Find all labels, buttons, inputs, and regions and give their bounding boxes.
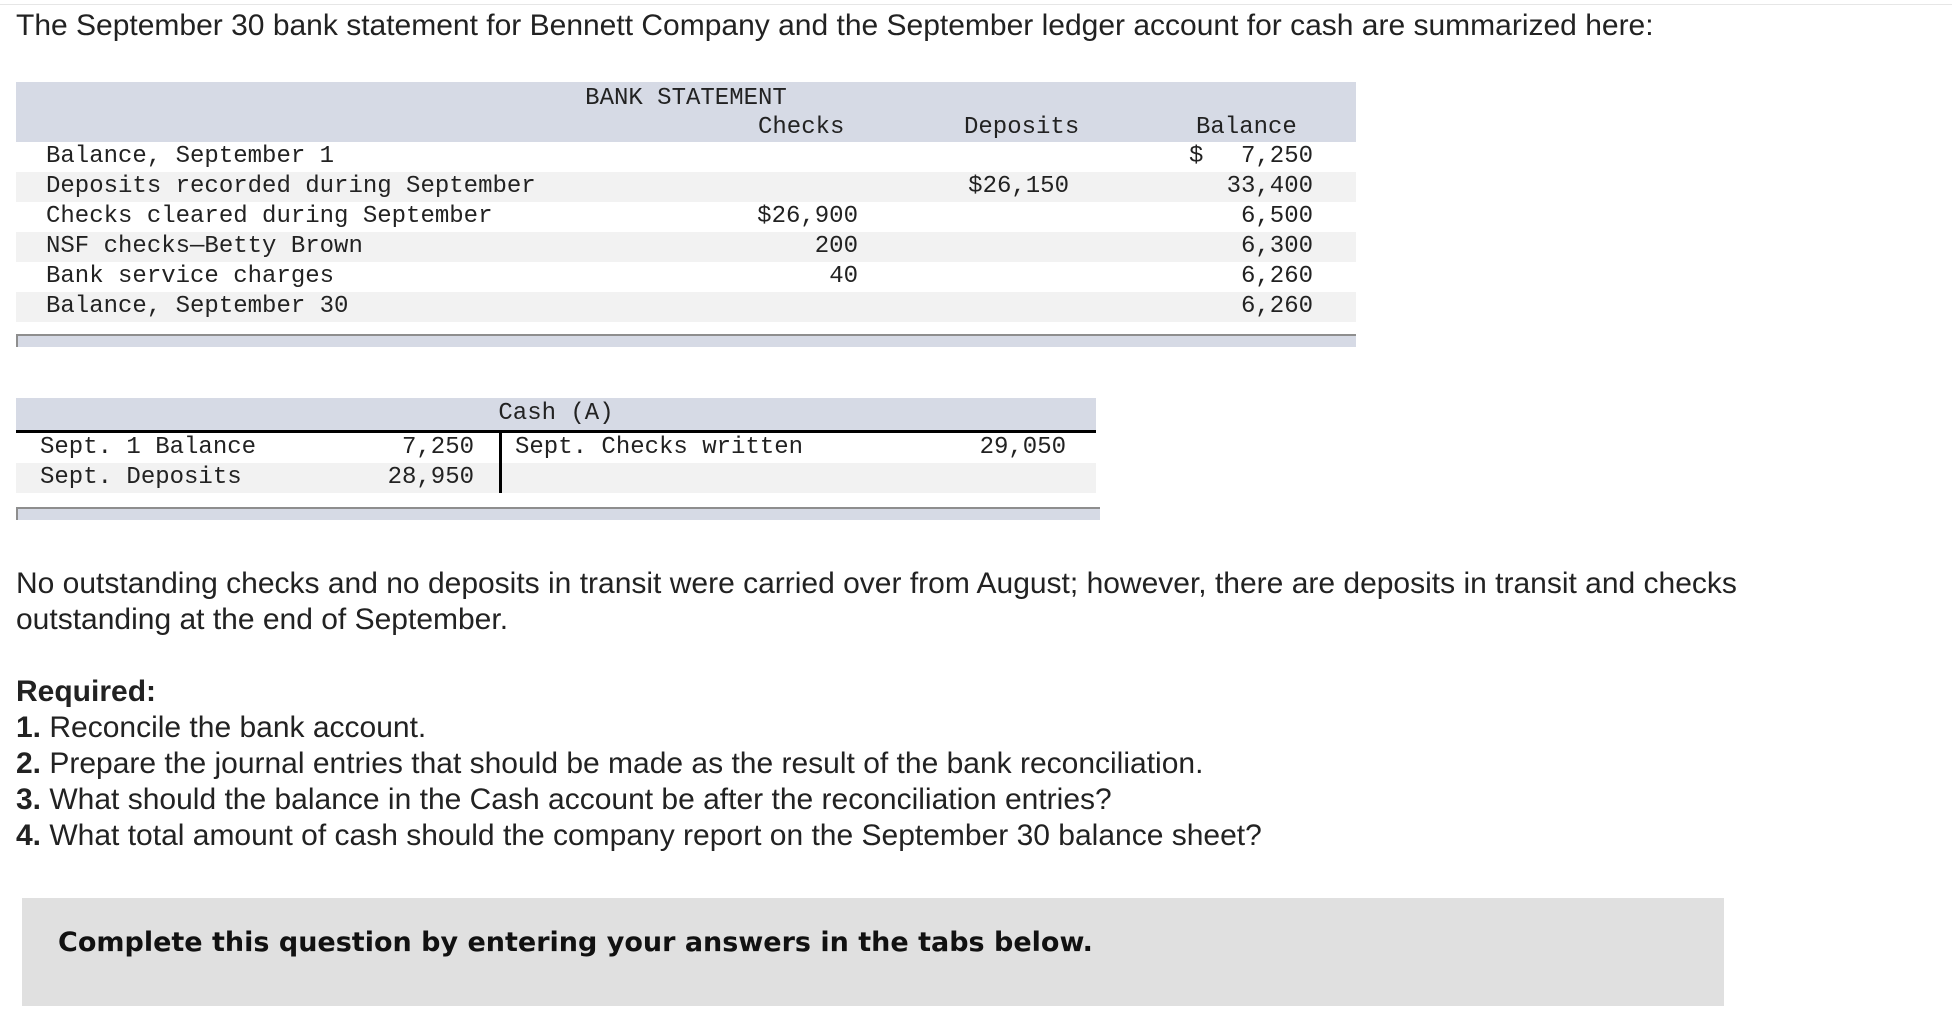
required-item-number: 2. — [16, 747, 42, 780]
t-account-divider — [499, 433, 502, 493]
instruction-text: Complete this question by entering your answers in the tabs below. — [58, 927, 1093, 958]
row-balance-symbol: $ — [1189, 143, 1204, 170]
bank-row-checks-cleared — [16, 202, 1356, 232]
cash-t-account — [16, 398, 1096, 520]
bank-row-balance-sept-1 — [16, 142, 1356, 172]
row-balance: 6,260 — [1240, 263, 1313, 290]
carryover-paragraph: No outstanding checks and no deposits in transit were carried over from August; however, there are deposits in transit and checks outstanding at the end of September. — [16, 567, 1737, 636]
row-balance: 6,260 — [1240, 293, 1313, 320]
required-item — [16, 710, 1262, 746]
bank-row-deposits — [16, 172, 1356, 202]
required-item-text: What should the balance in the Cash account be after the reconciliation entries? — [41, 783, 1112, 816]
required-item-text: What total amount of cash should the company report on the September 30 balance sheet? — [41, 819, 1262, 852]
row-balance: 33,400 — [1226, 173, 1313, 200]
required-item-number: 3. — [16, 783, 42, 816]
row-label: Balance, September 1 — [46, 143, 335, 170]
required-item-text: Prepare the journal entries that should be made as the result of the bank reconciliation. — [41, 747, 1204, 780]
required-item-number: 4. — [16, 819, 42, 852]
bank-row-balance-sept-30 — [16, 292, 1356, 322]
bank-row-nsf-checks — [16, 232, 1356, 262]
required-section — [16, 674, 1262, 854]
top-divider — [0, 4, 1952, 5]
cash-t-account-footer — [16, 507, 1100, 520]
checks-column-header: Checks — [758, 114, 845, 141]
credit-entry-label: Sept. Checks written — [515, 434, 804, 461]
debit-entry-label: Sept. Deposits — [40, 464, 242, 491]
balance-column-header: Balance — [1196, 114, 1297, 141]
intro-text: The September 30 bank statement for Bennett Company and the September ledger account for cash are summarized here: — [16, 9, 1654, 42]
bank-statement-header — [16, 82, 1356, 142]
deposits-column-header: Deposits — [964, 114, 1080, 141]
row-balance: 6,300 — [1240, 233, 1313, 260]
row-balance: 7,250 — [1240, 143, 1313, 170]
cash-t-account-header — [16, 398, 1096, 433]
row-checks: $26,900 — [757, 203, 858, 230]
bank-row-service-charges — [16, 262, 1356, 292]
row-label: Bank service charges — [46, 263, 335, 290]
cash-t-account-body — [16, 433, 1096, 493]
required-item-number: 1. — [16, 711, 42, 744]
debit-entry-label: Sept. 1 Balance — [40, 434, 257, 461]
row-deposits: $26,150 — [968, 173, 1069, 200]
required-item — [16, 746, 1262, 782]
required-item-text: Reconcile the bank account. — [41, 711, 427, 744]
row-label: NSF checks—Betty Brown — [46, 233, 363, 260]
bank-statement-footer — [16, 334, 1356, 347]
row-checks: 40 — [829, 263, 858, 290]
credit-entry-amount: 29,050 — [979, 434, 1066, 461]
instruction-box — [22, 898, 1724, 1006]
row-balance: 6,500 — [1240, 203, 1313, 230]
row-label: Balance, September 30 — [46, 293, 349, 320]
required-item — [16, 818, 1262, 854]
bank-statement-table — [16, 82, 1356, 347]
row-label: Checks cleared during September — [46, 203, 493, 230]
required-item — [16, 782, 1262, 818]
row-checks: 200 — [814, 233, 858, 260]
bank-statement-title: BANK STATEMENT — [585, 85, 787, 112]
row-label: Deposits recorded during September — [46, 173, 536, 200]
cash-t-account-title: Cash (A) — [498, 400, 614, 427]
debit-entry-amount: 7,250 — [401, 434, 474, 461]
required-title: Required: — [16, 675, 157, 708]
debit-entry-amount: 28,950 — [387, 464, 474, 491]
